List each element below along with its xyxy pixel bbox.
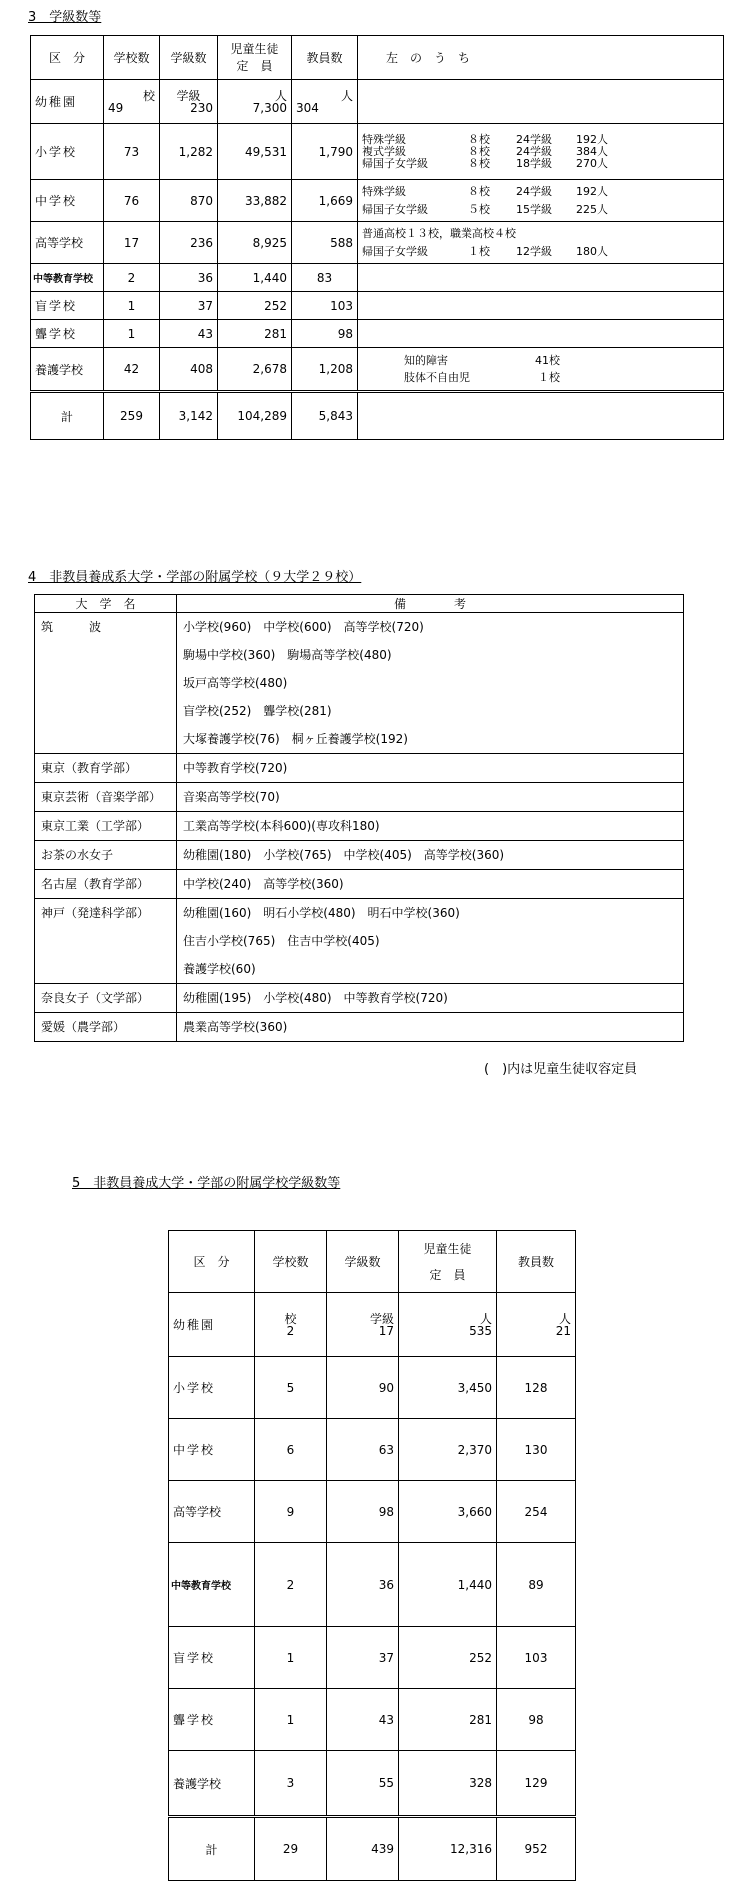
header-classes: 学級数 <box>327 1231 399 1293</box>
cell-schools: 6 <box>255 1419 327 1481</box>
total-row <box>169 1817 576 1881</box>
header-students: 児童生徒 定 員 <box>399 1231 497 1293</box>
unit-label: 学級 <box>369 1311 394 1326</box>
unit-label: 校 <box>142 88 155 103</box>
cell-classes: 55 <box>327 1751 399 1817</box>
header-teachers: 教員数 <box>292 36 358 80</box>
cell-students: 1,440 <box>399 1543 497 1627</box>
cell-schools: 5 <box>255 1357 327 1419</box>
row-category: 盲学校 <box>31 292 104 320</box>
remark-line: 駒場中学校(360) 駒場高等学校(480) <box>183 648 392 662</box>
table-row <box>31 264 724 292</box>
cell-schools: 29 <box>255 1817 327 1881</box>
table-row <box>35 754 684 783</box>
cell-notes <box>358 392 724 440</box>
cell-teachers: 98 <box>292 320 358 348</box>
cell-notes: 知的障害 41校 肢体不自由児 １校 <box>358 348 724 392</box>
university-name: 愛媛（農学部） <box>35 1013 177 1042</box>
cell-teachers: 1,790 <box>292 124 358 180</box>
cell-classes: 408 <box>160 348 218 392</box>
remark-line: 盲学校(252) 聾学校(281) <box>183 704 332 718</box>
cell-classes: 870 <box>160 180 218 222</box>
cell-students: 3,450 <box>399 1357 497 1419</box>
unit-label: 学級 <box>176 88 201 103</box>
cell-teachers: 254 <box>497 1481 576 1543</box>
row-category: 幼稚園 <box>31 80 104 124</box>
university-name: 奈良女子（文学部） <box>35 984 177 1013</box>
table-header-row <box>169 1231 576 1293</box>
cell-schools: 76 <box>104 180 160 222</box>
row-category: 中等教育学校 <box>169 1543 255 1627</box>
row-category: 高等学校 <box>31 222 104 264</box>
cell-notes: 特殊学級 ８校 24学級 192人 複式学級 ８校 24学級 384人 帰国子女学級 ８校 18学級 270人 <box>358 124 724 180</box>
remark-line: 小学校(960) 中学校(600) 高等学校(720) <box>183 620 424 634</box>
cell-value: 17 <box>378 1323 394 1338</box>
cell-teachers: 130 <box>497 1419 576 1481</box>
table-row <box>169 1627 576 1689</box>
university-name: 筑 波 <box>35 613 177 754</box>
cell-schools: 3 <box>255 1751 327 1817</box>
table-row <box>31 222 724 264</box>
row-category: 計 <box>169 1817 255 1881</box>
table-row <box>35 1013 684 1042</box>
row-category: 幼稚園 <box>169 1293 255 1357</box>
cell-notes <box>358 292 724 320</box>
university-name: お茶の水女子 <box>35 841 177 870</box>
cell-teachers: 98 <box>497 1689 576 1751</box>
cell-classes: 98 <box>327 1481 399 1543</box>
table-row <box>31 292 724 320</box>
row-category: 養護学校 <box>169 1751 255 1817</box>
cell-classes <box>327 1293 399 1357</box>
cell-classes: 63 <box>327 1419 399 1481</box>
cell-classes: 3,142 <box>160 392 218 440</box>
unit-label: 人 <box>274 88 287 103</box>
cell-notes: 特殊学級 ８校 24学級 192人 帰国子女学級 ５校 15学級 225人 <box>358 180 724 222</box>
section-5-title: 5 非教員養成大学・学部の附属学校学級数等 <box>72 1176 341 1191</box>
cell-classes: 36 <box>160 264 218 292</box>
cell-teachers: 5,843 <box>292 392 358 440</box>
remark-line: 中学校(240) 高等学校(360) <box>183 877 344 891</box>
cell-classes: 230 <box>190 100 213 115</box>
header-remarks: 備 考 <box>177 595 684 613</box>
cell-students: 252 <box>218 292 292 320</box>
university-name: 神戸（発達科学部） <box>35 899 177 984</box>
cell-students: 33,882 <box>218 180 292 222</box>
cell-teachers: 128 <box>497 1357 576 1419</box>
remark-line: 大塚養護学校(76) 桐ヶ丘養護学校(192) <box>183 732 408 746</box>
cell-teachers: 304 <box>296 100 319 115</box>
cell-classes: 1,282 <box>160 124 218 180</box>
row-category: 養護学校 <box>31 348 104 392</box>
unit-label: 人 <box>558 1311 571 1326</box>
table-row <box>169 1543 576 1627</box>
header-schools: 学校数 <box>104 36 160 80</box>
unit-label: 人 <box>479 1311 492 1326</box>
table-header-row <box>35 595 684 613</box>
row-category: 中学校 <box>169 1419 255 1481</box>
cell-students: 12,316 <box>399 1817 497 1881</box>
table-row <box>169 1689 576 1751</box>
cell-notes <box>358 320 724 348</box>
cell-students: 252 <box>399 1627 497 1689</box>
cell-students: 3,660 <box>399 1481 497 1543</box>
row-category: 中等教育学校 <box>31 264 104 292</box>
cell-students: 7,300 <box>252 100 287 115</box>
section-4-title: 4 非教員養成系大学・学部の附属学校（９大学２９校） <box>28 570 362 585</box>
remark-line: 幼稚園(180) 小学校(765) 中学校(405) 高等学校(360) <box>183 848 505 862</box>
cell-teachers: 129 <box>497 1751 576 1817</box>
cell-classes: 90 <box>327 1357 399 1419</box>
cell-schools: 1 <box>255 1627 327 1689</box>
cell-students: 49,531 <box>218 124 292 180</box>
cell-schools: 1 <box>104 292 160 320</box>
remarks-cell <box>177 812 684 841</box>
cell-schools <box>255 1293 327 1357</box>
row-category: 中学校 <box>31 180 104 222</box>
remarks-cell <box>177 899 684 984</box>
cell-schools: 17 <box>104 222 160 264</box>
row-category: 小学校 <box>169 1357 255 1419</box>
remarks-cell <box>177 613 684 754</box>
row-category: 聾学校 <box>31 320 104 348</box>
cell-notes <box>358 80 724 124</box>
table-row <box>35 613 684 754</box>
cell-students: 1,440 <box>218 264 292 292</box>
cell-schools: 2 <box>255 1543 327 1627</box>
affiliated-school-table <box>34 594 684 1042</box>
remarks-cell <box>177 984 684 1013</box>
header-university: 大 学 名 <box>35 595 177 613</box>
table-row <box>31 80 724 124</box>
row-category: 聾学校 <box>169 1689 255 1751</box>
cell-schools: 73 <box>104 124 160 180</box>
cell-students: 281 <box>399 1689 497 1751</box>
total-row <box>31 392 724 440</box>
row-category: 高等学校 <box>169 1481 255 1543</box>
row-category: 盲学校 <box>169 1627 255 1689</box>
remark-line: 音楽高等学校(70) <box>183 790 280 804</box>
non-teacher-school-table <box>168 1230 576 1881</box>
remark-line: 幼稚園(195) 小学校(480) 中等教育学校(720) <box>183 991 448 1005</box>
cell-notes: 普通高校１３校，職業高校４校 帰国子女学級 １校 12学級 180人 <box>358 222 724 264</box>
table-row <box>169 1357 576 1419</box>
cell-schools: 1 <box>255 1689 327 1751</box>
table-row <box>31 320 724 348</box>
cell-classes: 236 <box>160 222 218 264</box>
cell-value: 535 <box>469 1323 492 1338</box>
row-category: 計 <box>31 392 104 440</box>
remarks-cell <box>177 754 684 783</box>
remarks-cell <box>177 870 684 899</box>
table-row <box>35 783 684 812</box>
cell-schools: 2 <box>104 264 160 292</box>
cell-teachers: 1,208 <box>292 348 358 392</box>
cell-schools: 259 <box>104 392 160 440</box>
cell-students: 2,370 <box>399 1419 497 1481</box>
cell-teachers: 952 <box>497 1817 576 1881</box>
cell-notes <box>358 264 724 292</box>
unit-label: 人 <box>340 88 353 103</box>
cell-classes: 37 <box>327 1627 399 1689</box>
table-row <box>31 348 724 392</box>
header-classes: 学級数 <box>160 36 218 80</box>
cell-classes: 439 <box>327 1817 399 1881</box>
university-name: 名古屋（教育学部） <box>35 870 177 899</box>
cell-students: 104,289 <box>218 392 292 440</box>
table-row <box>35 984 684 1013</box>
cell-teachers: 1,669 <box>292 180 358 222</box>
cell-teachers: 83 <box>292 264 358 292</box>
table-row <box>169 1293 576 1357</box>
cell-teachers: 103 <box>292 292 358 320</box>
table-row <box>169 1481 576 1543</box>
cell-classes: 43 <box>160 320 218 348</box>
remark-line: 工業高等学校(本科600)(専攻科180) <box>183 819 380 833</box>
remark-line: 養護学校(60) <box>183 962 256 976</box>
university-name: 東京（教育学部） <box>35 754 177 783</box>
cell-students: 328 <box>399 1751 497 1817</box>
cell-classes: 36 <box>327 1543 399 1627</box>
cell-teachers <box>497 1293 576 1357</box>
header-breakdown: 左 の う ち <box>358 36 724 80</box>
table-row <box>31 180 724 222</box>
cell-students: 2,678 <box>218 348 292 392</box>
school-count-table <box>30 35 724 440</box>
table-row <box>35 870 684 899</box>
section-3-title: 3 学級数等 <box>28 10 102 25</box>
footnote-remark: ( )内は児童生徒収容定員 <box>484 1062 638 1077</box>
cell-students: 281 <box>218 320 292 348</box>
table-row <box>35 899 684 984</box>
header-category: 区 分 <box>31 36 104 80</box>
remark-line: 幼稚園(160) 明石小学校(480) 明石中学校(360) <box>183 906 460 920</box>
cell-teachers: 89 <box>497 1543 576 1627</box>
header-teachers: 教員数 <box>497 1231 576 1293</box>
cell-classes: 43 <box>327 1689 399 1751</box>
table-row <box>35 812 684 841</box>
header-schools: 学校数 <box>255 1231 327 1293</box>
cell-schools: 9 <box>255 1481 327 1543</box>
cell-schools: 49 <box>108 100 124 115</box>
university-name: 東京芸術（音楽学部） <box>35 783 177 812</box>
remark-line: 坂戸高等学校(480) <box>183 676 288 690</box>
remarks-cell <box>177 783 684 812</box>
remark-line: 農業高等学校(360) <box>183 1020 288 1034</box>
cell-teachers: 103 <box>497 1627 576 1689</box>
remark-line: 住吉小学校(765) 住吉中学校(405) <box>183 934 380 948</box>
cell-teachers: 588 <box>292 222 358 264</box>
table-header-row <box>31 36 724 80</box>
row-category: 小学校 <box>31 124 104 180</box>
header-students: 児童生徒 定 員 <box>218 36 292 80</box>
cell-classes: 37 <box>160 292 218 320</box>
unit-label: 校 <box>284 1311 297 1326</box>
remark-line: 中等教育学校(720) <box>183 761 288 775</box>
table-row <box>35 841 684 870</box>
header-category: 区 分 <box>169 1231 255 1293</box>
table-row <box>169 1419 576 1481</box>
cell-students: 8,925 <box>218 222 292 264</box>
table-row <box>169 1751 576 1817</box>
cell-value: 2 <box>286 1323 295 1338</box>
remarks-cell <box>177 1013 684 1042</box>
remarks-cell <box>177 841 684 870</box>
cell-schools: 1 <box>104 320 160 348</box>
table-row <box>31 124 724 180</box>
cell-schools: 42 <box>104 348 160 392</box>
university-name: 東京工業（工学部） <box>35 812 177 841</box>
cell-students <box>399 1293 497 1357</box>
cell-value: 21 <box>555 1323 571 1338</box>
